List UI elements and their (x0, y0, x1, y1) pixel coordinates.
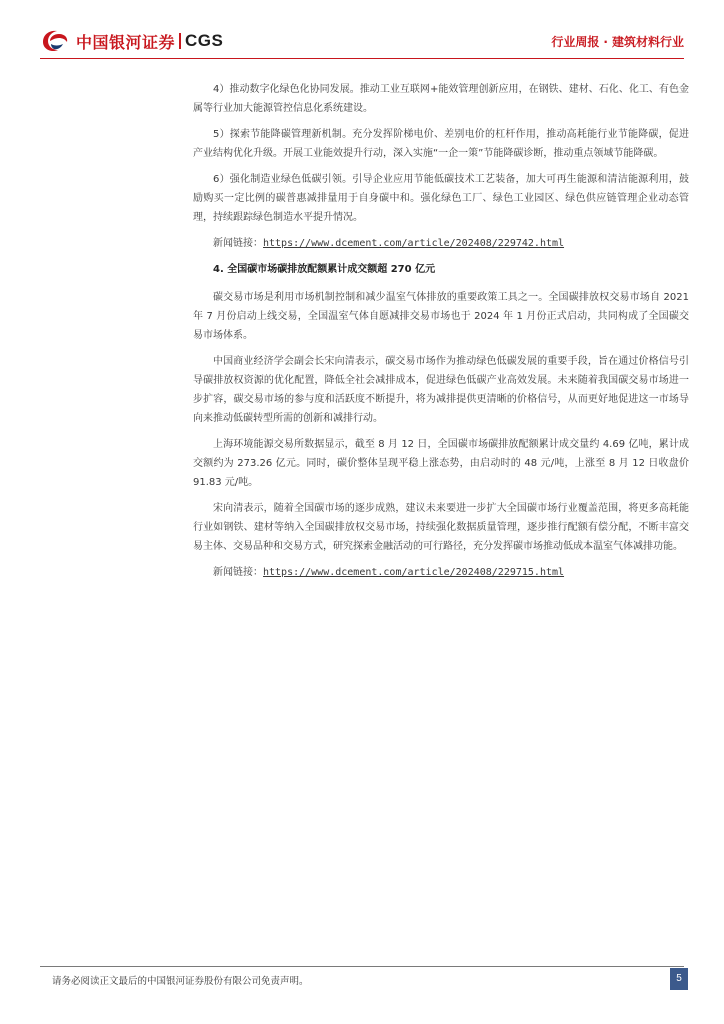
industry-name: 建筑材料行业 (611, 35, 684, 49)
news-link-row (193, 234, 689, 253)
section-heading: 4. 全国碳市场碳排放配额累计成交额超 270 亿元 (213, 264, 436, 275)
brand-logo (40, 27, 223, 55)
news-link-row (193, 563, 689, 582)
brand-name-cn: 中国银河证券 (76, 32, 176, 52)
paragraph: 4）推动数字化绿色化协同发展。推动工业互联网+能效管理创新应用，在钢铁、建材、石化、化工、有色金属等行业加大能源管控信息化系统建设。 (193, 84, 689, 114)
paragraph: 5）探索节能降碳管理新机制。充分发挥阶梯电价、差别电价的杠杆作用，推动高耗能行业节能降碳，促进产业结构优化升级。开展工业能效提升行动，深入实施“一企一策”节能降碳诊断，推动重点领域节能降碳。 (193, 129, 689, 159)
footer-disclaimer: 请务必阅读正文最后的中国银河证券股份有限公司免责声明。 (52, 976, 309, 987)
news-link-label: 新闻链接： (213, 238, 263, 249)
header-separator: · (603, 35, 608, 49)
article-body (193, 80, 689, 589)
paragraph: 中国商业经济学会副会长宋向清表示，碳交易市场作为推动绿色低碳发展的重要手段，旨在通过价格信号引导碳排放权资源的优化配置，降低全社会减排成本，促进绿色低碳产业高效发展。未来随着我国碳交易市场进一步扩容，碳交易市场的参与度和活跃度不断提升，将为减排提供更清晰的价格信号，从而更好地促进这一市场导向来推动低碳转型所需的创新和减排行动。 (193, 356, 689, 424)
report-type: 行业周报 (551, 35, 600, 49)
galaxy-logo-icon (40, 28, 70, 54)
news-link[interactable]: https://www.dcement.com/article/202408/229715.html (263, 567, 565, 578)
paragraph: 碳交易市场是利用市场机制控制和减少温室气体排放的重要政策工具之一。全国碳排放权交易市场自 2021 年 7 月份启动上线交易，全国温室气体自愿减排交易市场也于 2024 年 1 月份正式启动，共同构成了全国碳交易市场体系。 (193, 292, 689, 341)
report-category (551, 33, 684, 50)
page-number-badge: 5 (670, 968, 688, 990)
paragraph: 上海环境能源交易所数据显示，截至 8 月 12 日，全国碳市场碳排放配额累计成交量约 4.69 亿吨，累计成交额约为 273.26 亿元。同时，碳价整体呈现平稳上涨态势，由启动时的 48 元/吨，上涨至 8 月 12 日收盘价 91.83 元/吨。 (193, 439, 689, 488)
logo-divider (179, 33, 181, 49)
paragraph: 宋向清表示，随着全国碳市场的逐步成熟，建议未来要进一步扩大全国碳市场行业覆盖范围，将更多高耗能行业如钢铁、建材等纳入全国碳排放权交易市场，持续强化数据质量管理，逐步推行配额有偿分配，不断丰富交易主体、交易品种和交易方式，研究探索金融活动的可行路径，充分发挥碳市场推动低成本温室气体减排功能。 (193, 503, 689, 552)
brand-name-en: CGS (185, 31, 224, 50)
news-link-label: 新闻链接： (213, 567, 263, 578)
header-divider (40, 58, 684, 59)
footer-divider (40, 966, 684, 967)
page-header (0, 0, 724, 64)
news-link[interactable]: https://www.dcement.com/article/202408/229742.html (263, 238, 565, 249)
paragraph: 6）强化制造业绿色低碳引领。引导企业应用节能低碳技术工艺装备，加大可再生能源和清洁能源利用，鼓励购买一定比例的碳普惠减排量用于自身碳中和。强化绿色工厂、绿色工业园区、绿色供应链管理企业动态管理，持续跟踪绿色制造水平提升情况。 (193, 174, 689, 223)
